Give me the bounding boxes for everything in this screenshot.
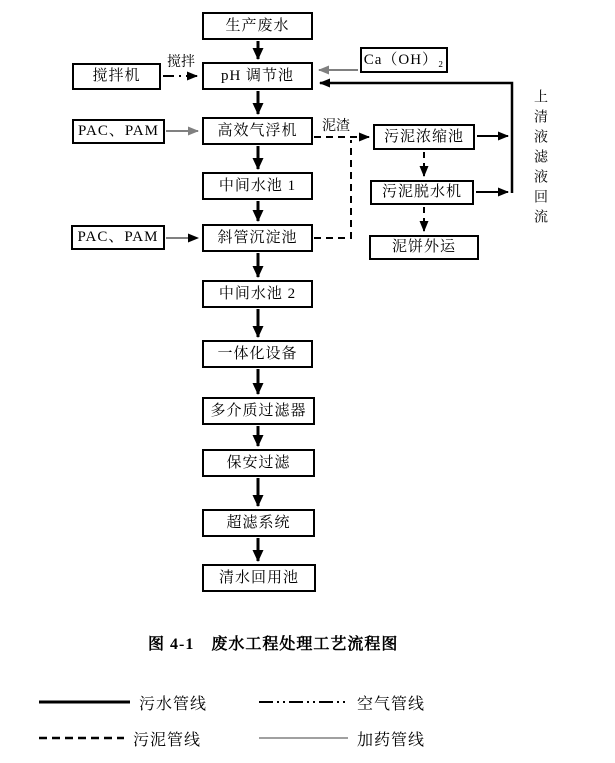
legend-item-air-line [259,693,425,711]
box-ph-adjust-tank [202,62,313,90]
legend-item-sludge-line [39,729,201,747]
box-label: 污泥浓缩池 [383,128,464,145]
box-mud-cake-transport [369,235,479,260]
legend-label: 污泥管线 [133,731,202,749]
box-label: pH 调节池 [220,67,295,84]
box-intermediate-pool-2 [202,280,313,308]
box-label: 斜管沉淀池 [217,229,298,246]
box-label: 生产废水 [225,17,290,34]
box-mixer [72,63,161,90]
box-production-wastewater [202,12,313,40]
box-label: 中间水池 1 [218,177,297,194]
box-label: 保安过滤 [226,454,291,471]
legend-solid-thin-line [259,734,348,742]
box-ultrafiltration-system [202,509,315,537]
box-sludge-dewaterer [370,180,474,205]
legend-item-dosing-line [259,729,425,747]
box-label: 多介质过滤器 [210,402,307,419]
legend-label: 污水管线 [139,695,208,713]
legend-label: 空气管线 [357,695,426,713]
box-inclined-tube-sedimentation [202,224,313,252]
legend-label: 加药管线 [357,731,426,749]
box-label: PAC、PAM [78,123,159,139]
box-label: 清水回用池 [218,569,299,586]
sludge-line-label: 泥渣 [322,119,350,134]
box-multimedia-filter [202,397,315,425]
box-sludge-thickener [373,124,475,150]
box-intermediate-pool-1 [202,172,313,200]
box-label: PAC、PAM [77,229,159,245]
box-security-filter [202,449,315,477]
box-clean-water-reuse-pool [202,564,316,592]
box-label: 泥饼外运 [391,239,456,255]
box-label: 中间水池 2 [218,285,297,302]
legend-item-sewage-line [39,693,207,711]
box-air-flotation [202,117,313,145]
box-label: 高效气浮机 [217,122,298,139]
box-integrated-equipment [202,340,313,368]
box-lime [360,47,448,73]
box-label: 污泥脱水机 [381,184,462,200]
box-label: 一体化设备 [217,345,298,362]
box-label: 超滤系统 [226,514,291,531]
mixing-line-label: 搅拌 [167,55,195,70]
box-pac-pam-2 [71,225,165,250]
box-label: Ca（OH）₂ [363,51,445,68]
return-line-label: 上清液滤液回流 [532,89,547,229]
figure-caption: 图 4-1 废水工程处理工艺流程图 [148,636,399,653]
box-pac-pam-1 [72,119,165,144]
legend-dashed-line [39,734,124,742]
sludge-line-sedimentation-join [314,140,351,238]
legend-solid-thick-line [39,698,130,706]
box-label: 搅拌机 [92,68,141,84]
legend-dash-dot-dot-line [259,698,348,706]
